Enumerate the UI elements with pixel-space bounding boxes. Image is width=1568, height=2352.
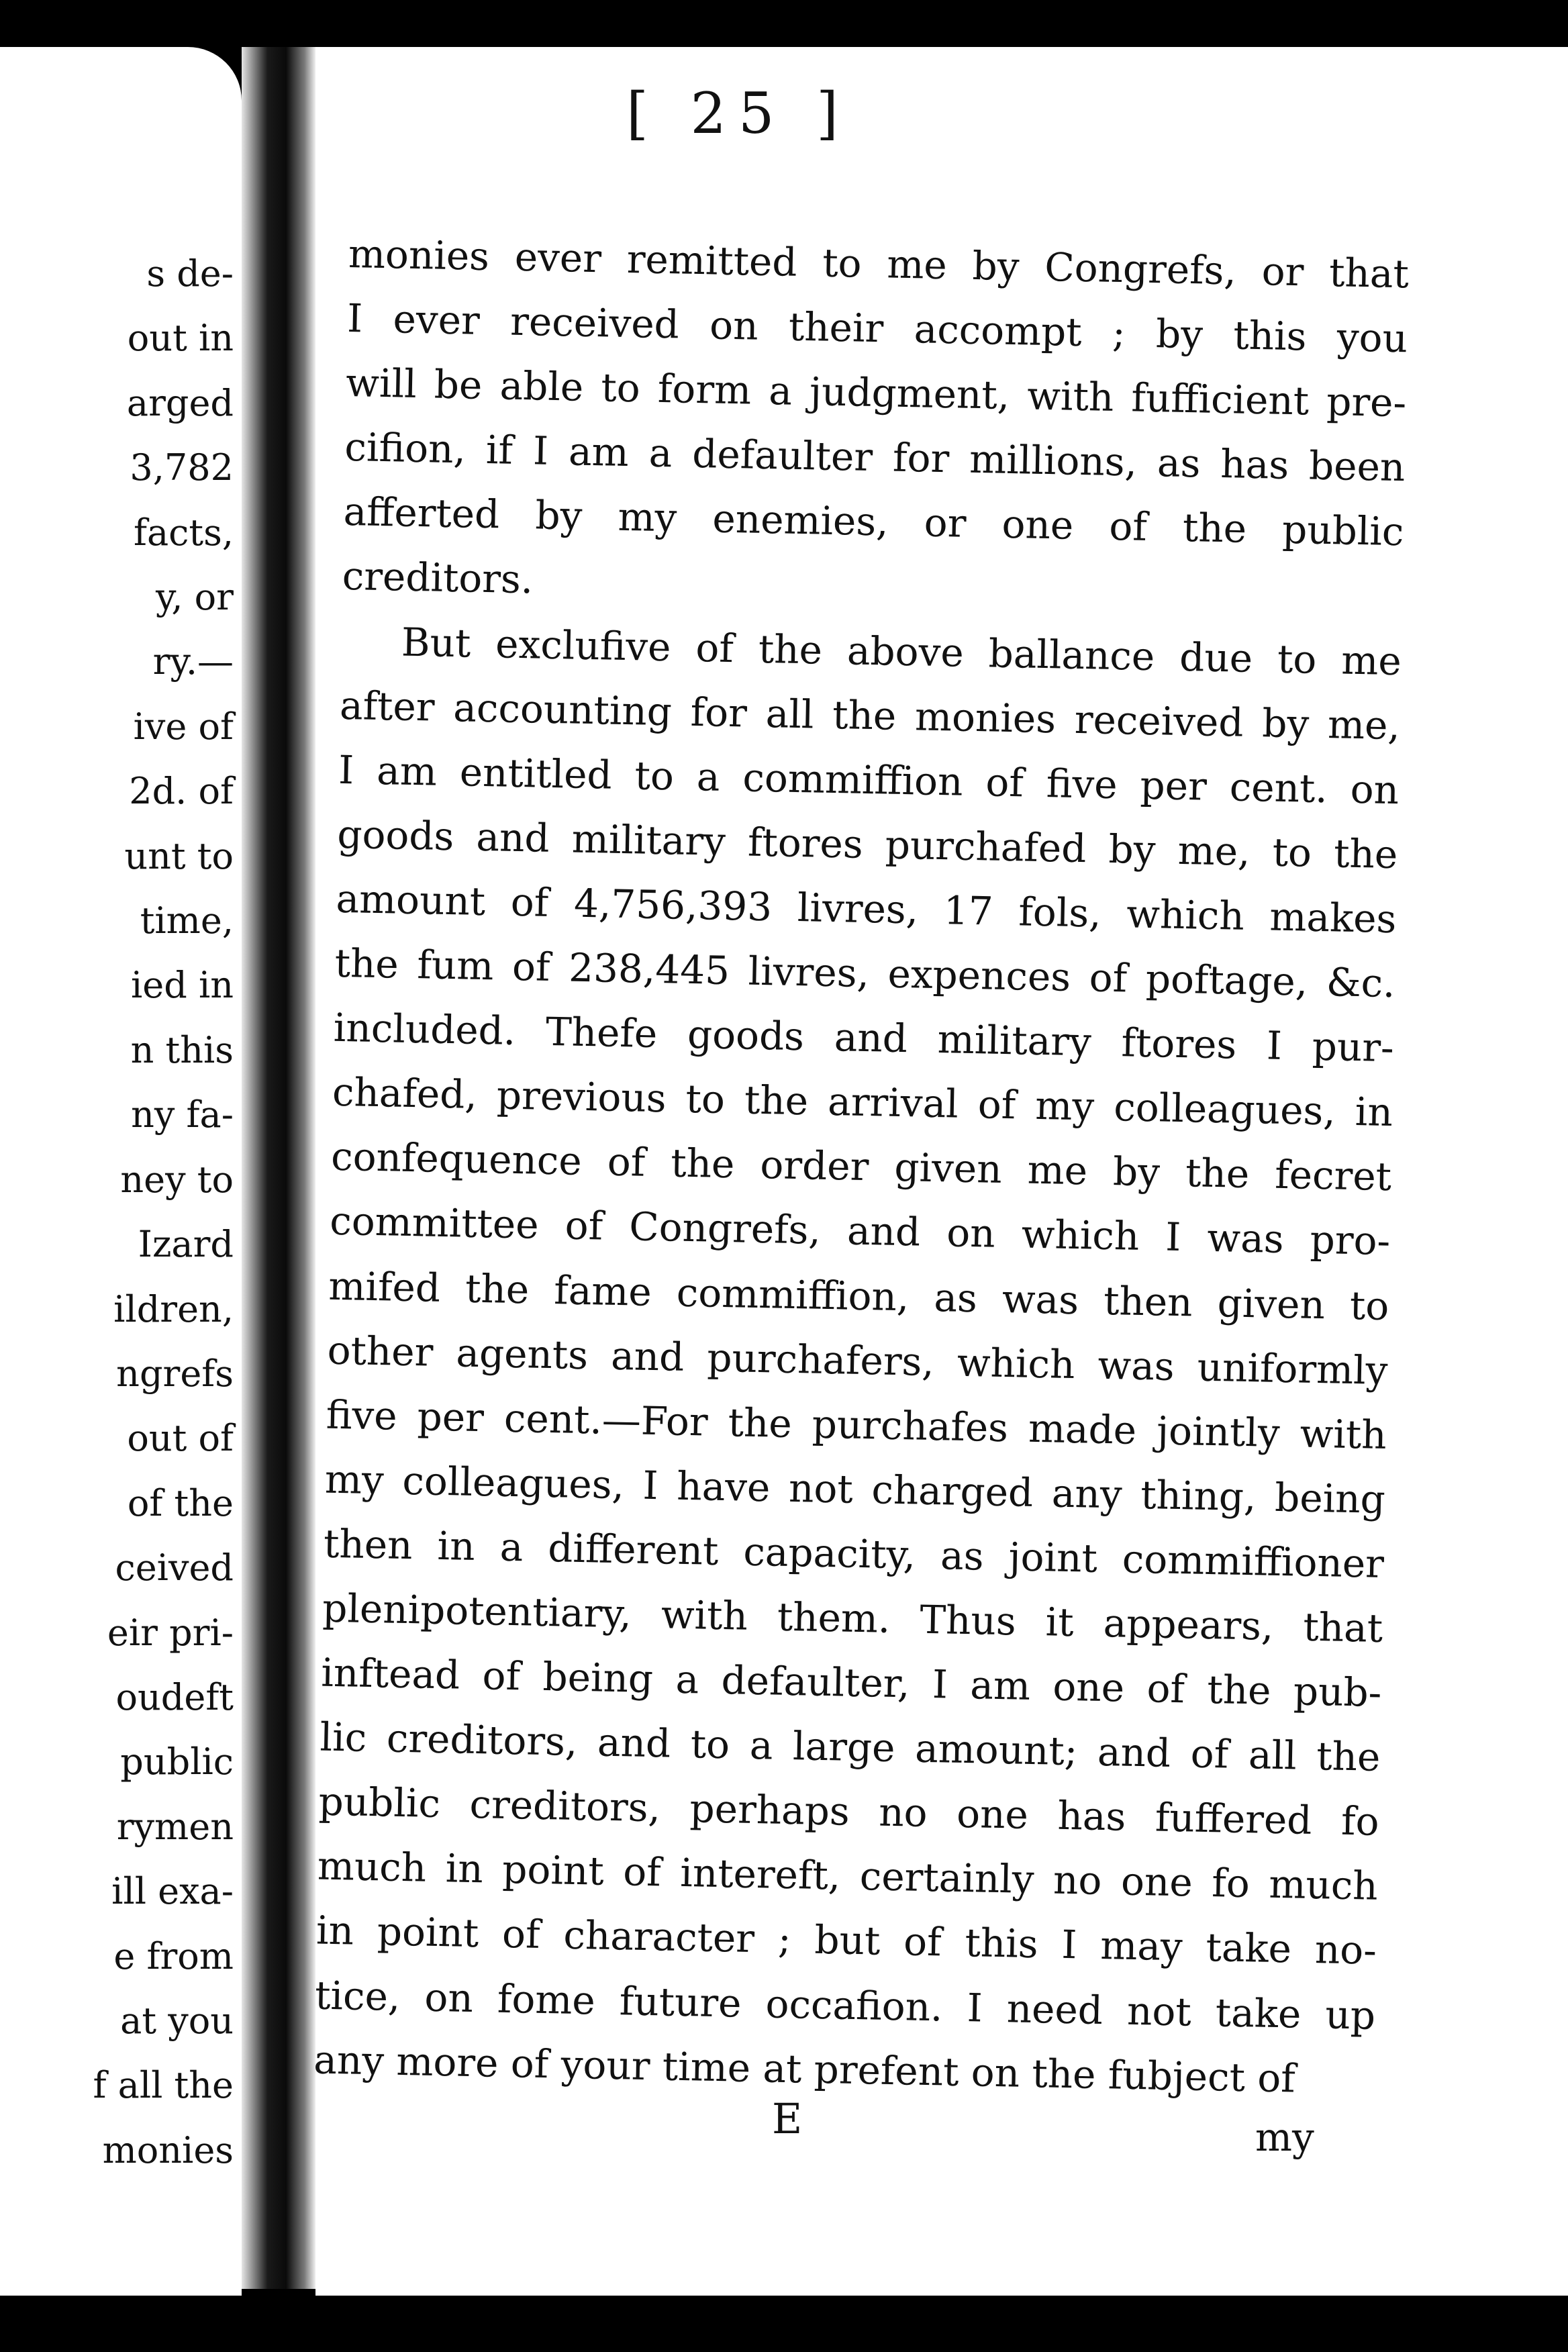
left-page-text-fragments (93, 242, 234, 2183)
text-line: But exclufive of the above ballance due to me (401, 619, 1402, 684)
scan-bottom-border (0, 2296, 1568, 2352)
text-line: lic creditors, and to a large amount; and of all the (319, 1714, 1381, 1781)
left-page-fragment: Izard (138, 1223, 234, 1266)
left-page-fragment: 2d. of (129, 770, 234, 813)
text-line: tice, on fome future occafion. I need not take up (314, 1972, 1376, 2039)
left-page-fragment: y, or (156, 576, 234, 619)
text-line: goods and military ftores purchafed by me, to the (336, 811, 1398, 878)
left-page-fragment: ry.— (152, 640, 234, 683)
text-line: other agents and purchafers, which was uniformly (327, 1327, 1389, 1393)
left-page-fragment: time, (140, 899, 234, 942)
book-gutter (242, 47, 315, 2289)
left-page-fragment: 3,782 (130, 446, 234, 489)
left-page-fragment: ill exa- (111, 1870, 234, 1913)
text-line: in point of character ; but of this I may take no- (315, 1907, 1377, 1974)
text-line: amount of 4,756,393 livres, 17 fols, which makes (335, 875, 1397, 942)
page-number: [ 25 ] (626, 81, 850, 146)
left-page-fragment: ive of (133, 705, 234, 748)
left-page-fragment: at you (120, 1999, 234, 2042)
text-line: inftead of being a defaulter, I am one of the pub- (320, 1649, 1382, 1716)
left-page-fragment: ceived (115, 1547, 234, 1589)
text-line: chafed, previous to the arrival of my colleagues, in (332, 1069, 1393, 1136)
text-line: I am entitled to a commiffion of five per cent. on (338, 746, 1400, 813)
left-page-fragment: of the (127, 1481, 234, 1524)
text-line: much in point of intereft, certainly no one fo much (317, 1843, 1379, 1910)
left-page-fragment: eir pri- (107, 1611, 234, 1654)
left-page (0, 47, 242, 2343)
left-page-fragment: out of (127, 1417, 234, 1460)
left-page-fragment: ied in (130, 964, 234, 1007)
left-page-fragment: out in (127, 317, 234, 360)
catchword: my (1255, 2114, 1314, 2160)
text-line: my colleagues, I have not charged any thing, being (324, 1456, 1386, 1522)
left-page-fragment: ngrefs (116, 1352, 234, 1395)
left-page-fragment: f all the (93, 2064, 234, 2107)
scan-top-border (0, 0, 1568, 47)
signature-mark: E (772, 2094, 803, 2143)
text-line: committee of Congrefs, and on which I was pro- (329, 1198, 1391, 1265)
left-page-fragment: facts, (133, 511, 234, 554)
left-page-fragment: arged (126, 381, 234, 424)
text-line: monies ever remitted to me by Congrefs, or that (348, 230, 1410, 297)
text-line: any more of your time at prefent on the fubject of (313, 2037, 1296, 2102)
text-line: confequence of the order given me by the fecret (330, 1134, 1392, 1200)
text-line: mifed the fame commiffion, as was then given to (328, 1263, 1389, 1329)
left-page-fragment: ney to (120, 1158, 234, 1201)
left-page-fragment: public (120, 1741, 234, 1783)
left-page-fragment: monies (102, 2128, 234, 2171)
page-body-text (313, 222, 1410, 2112)
text-line: plenipotentiary, with them. Thus it appears, that (322, 1585, 1383, 1651)
text-line: included. Thefe goods and military ftores I pur- (333, 1004, 1395, 1071)
text-line: the fum of 238,445 livres, expences of poftage, &c. (334, 940, 1396, 1007)
left-page-fragment: n this (130, 1028, 234, 1071)
text-line: then in a different capacity, as joint commiffioner (323, 1520, 1385, 1587)
left-page-fragment: ny fa- (131, 1093, 234, 1136)
text-line: will be able to form a judgment, with fufficient pre- (345, 360, 1407, 426)
left-page-fragment: e from (113, 1934, 234, 1977)
text-line: I ever received on their accompt ; by this you (346, 295, 1408, 362)
text-line: creditors. (342, 553, 534, 603)
left-page-fragment: s de- (146, 252, 234, 295)
text-line: after accounting for all the monies received by me, (339, 682, 1401, 748)
left-page-fragment: oudeft (115, 1675, 234, 1718)
left-page-fragment: ildren, (113, 1287, 234, 1330)
text-line: public creditors, perhaps no one has fuffered fo (318, 1778, 1380, 1845)
left-page-fragment: unt to (124, 834, 234, 877)
left-page-fragment: rymen (116, 1805, 234, 1848)
text-line: cifion, if I am a defaulter for millions, as has been (344, 424, 1406, 491)
text-line: five per cent.—For the purchafes made jointly with (326, 1391, 1387, 1458)
text-line: afferted by my enemies, or one of the public (343, 489, 1405, 555)
